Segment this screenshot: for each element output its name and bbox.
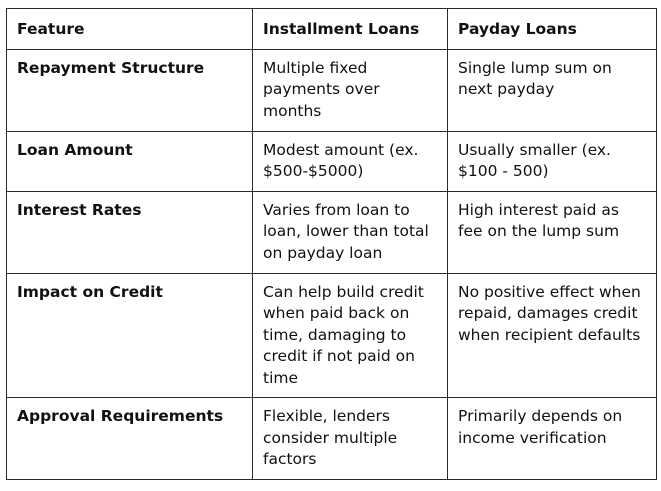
installment-cell: Flexible, lenders consider multiple factors <box>253 398 448 480</box>
header-installment-loans: Installment Loans <box>253 9 448 50</box>
feature-cell: Repayment Structure <box>7 49 253 131</box>
feature-cell: Interest Rates <box>7 191 253 273</box>
table-header-row <box>7 9 657 50</box>
feature-cell: Loan Amount <box>7 131 253 191</box>
table-row <box>7 191 657 273</box>
installment-cell: Varies from loan to loan, lower than total on payday loan <box>253 191 448 273</box>
table-row <box>7 131 657 191</box>
table-row <box>7 49 657 131</box>
payday-cell: Primarily depends on income verification <box>448 398 657 480</box>
installment-cell: Modest amount (ex. $500-$5000) <box>253 131 448 191</box>
payday-cell: Single lump sum on next payday <box>448 49 657 131</box>
comparison-table-container <box>6 8 656 480</box>
payday-cell: No positive effect when repaid, damages credit when recipient defaults <box>448 273 657 398</box>
payday-cell: High interest paid as fee on the lump sum <box>448 191 657 273</box>
installment-cell: Multiple fixed payments over months <box>253 49 448 131</box>
table-row <box>7 273 657 398</box>
comparison-table <box>6 8 657 480</box>
header-payday-loans: Payday Loans <box>448 9 657 50</box>
payday-cell: Usually smaller (ex. $100 - 500) <box>448 131 657 191</box>
feature-cell: Approval Requirements <box>7 398 253 480</box>
installment-cell: Can help build credit when paid back on time, damaging to credit if not paid on time <box>253 273 448 398</box>
table-row <box>7 398 657 480</box>
feature-cell: Impact on Credit <box>7 273 253 398</box>
header-feature: Feature <box>7 9 253 50</box>
